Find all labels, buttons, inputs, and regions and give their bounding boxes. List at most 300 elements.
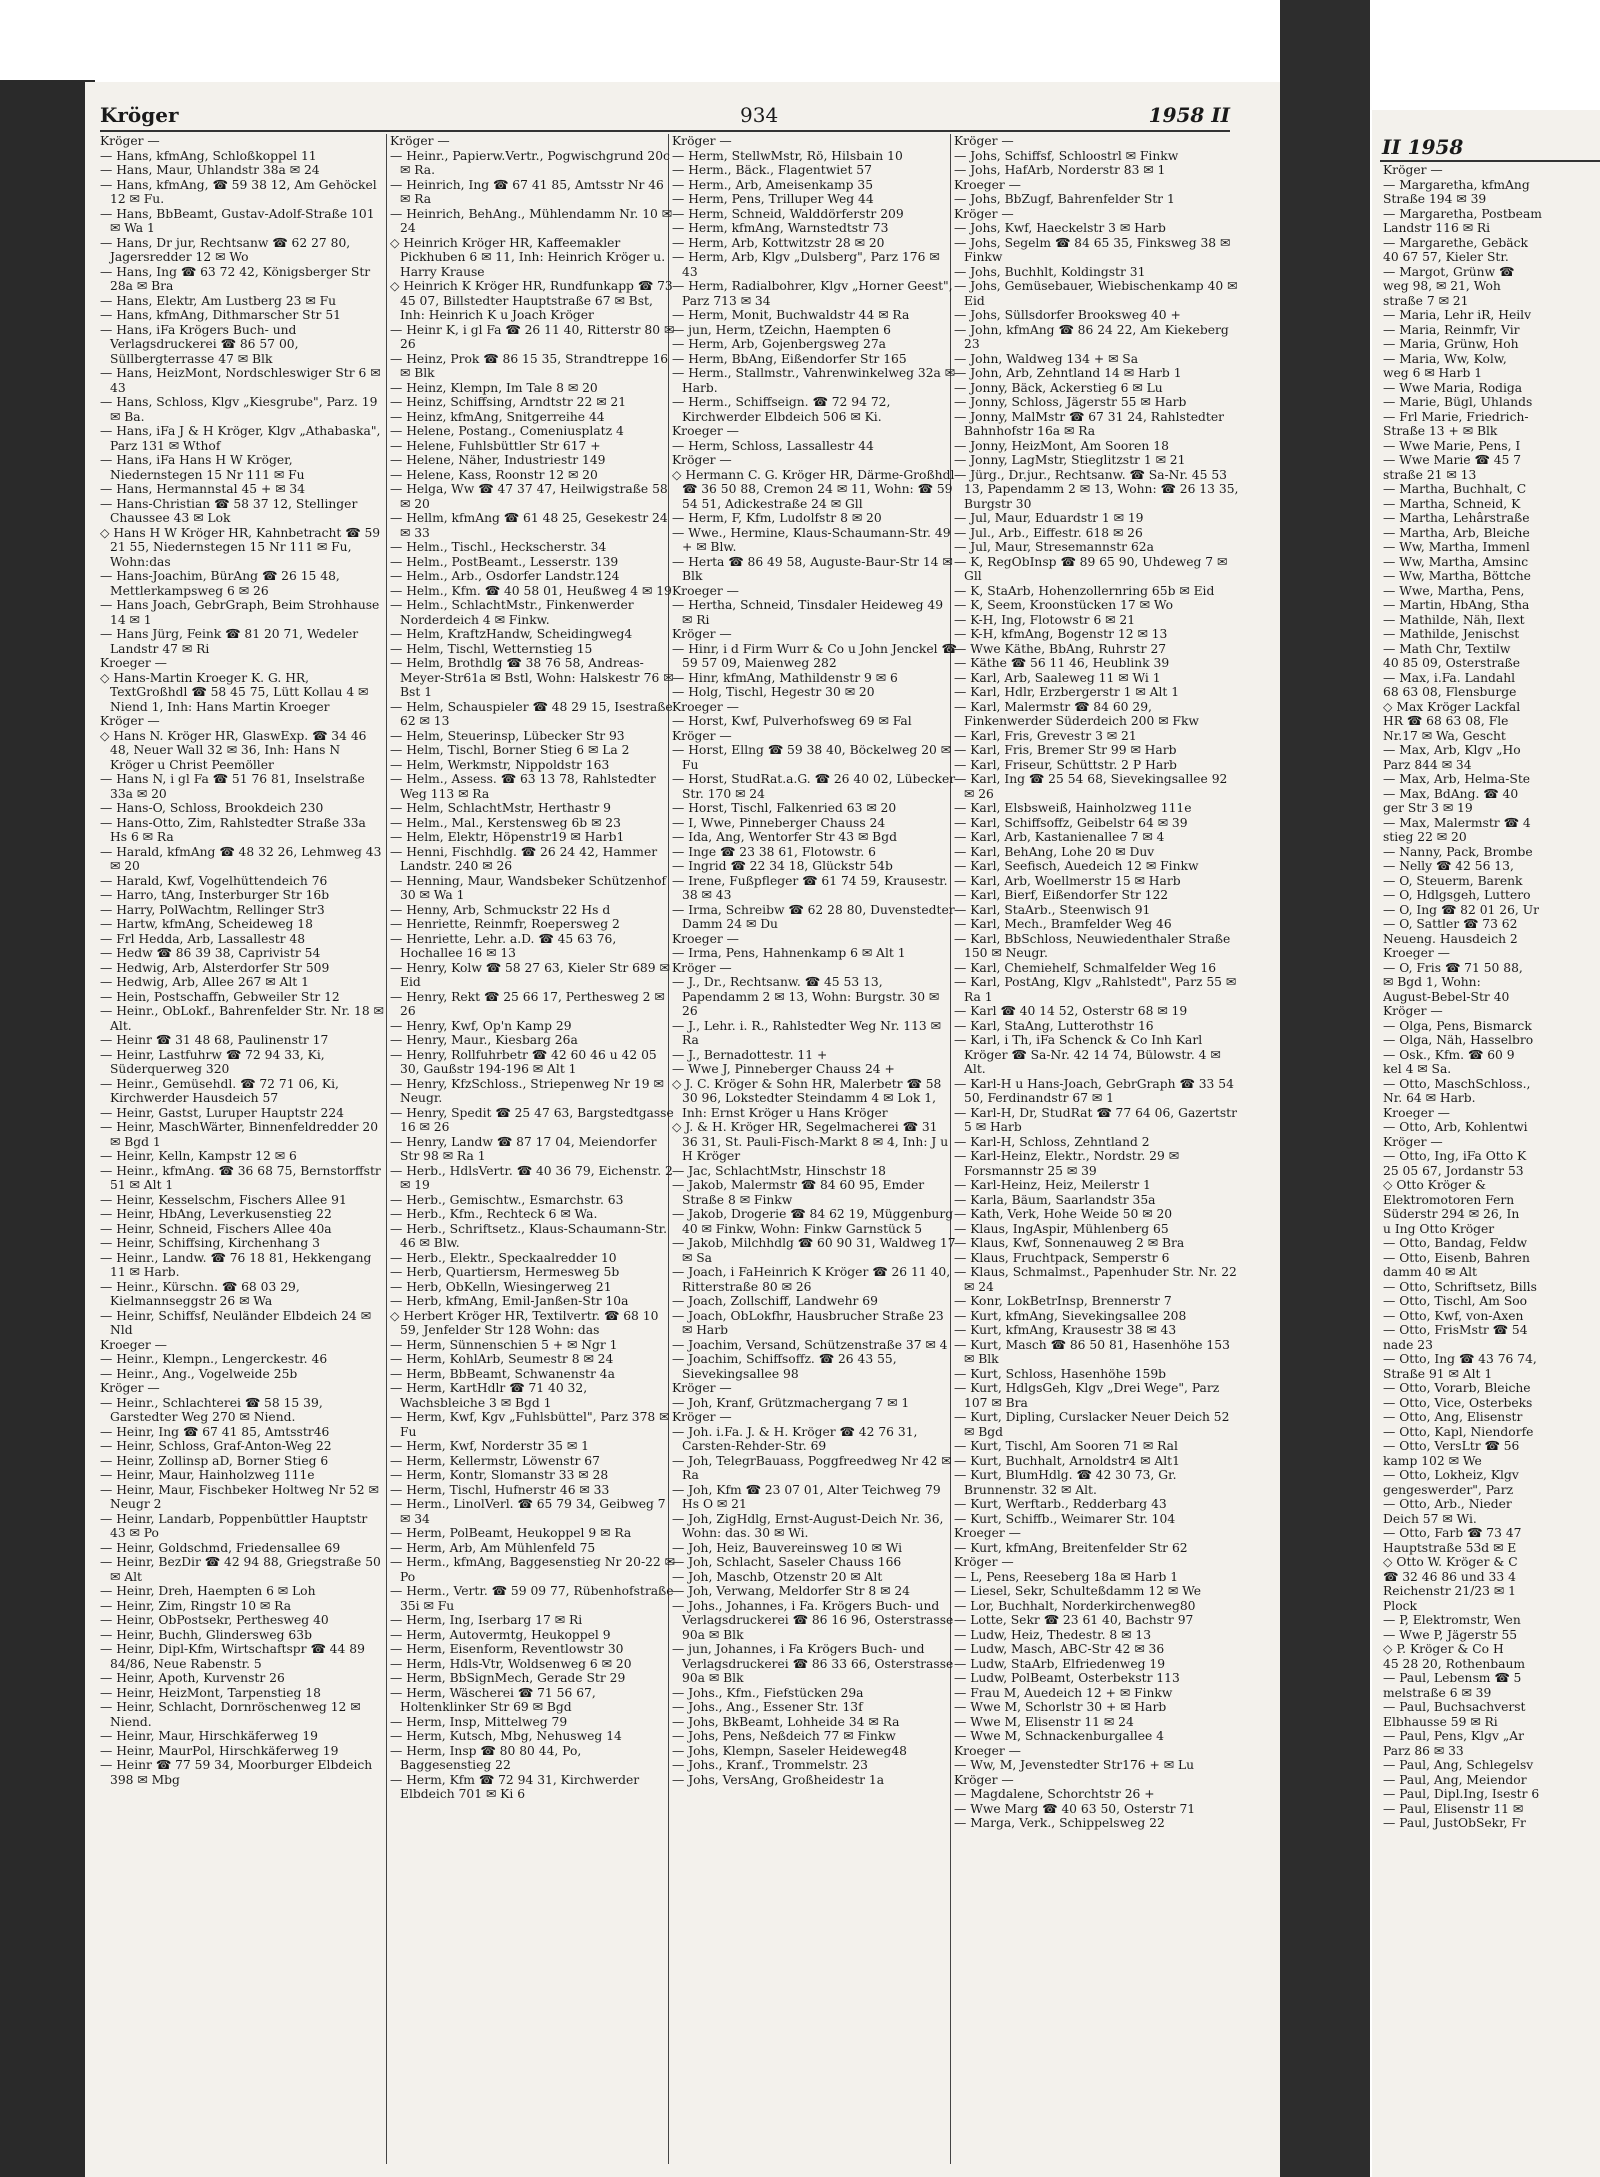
directory-entry: Süderstr 294 ✉ 26, In — [1383, 1207, 1520, 1221]
directory-entry: Kroeger — — [672, 699, 739, 714]
directory-entry: Kroeger — — [100, 1337, 167, 1352]
directory-entry: Kröger — — [954, 1772, 1014, 1787]
directory-entry: — Karl, BehAng, Lohe 20 ✉ Duv — [954, 844, 1155, 859]
directory-entry: — Otto, Ing, iFa Otto K — [1383, 1149, 1527, 1163]
directory-entry: — Karl, Arb, Kastanienallee 7 ✉ 4 — [954, 830, 1165, 844]
directory-entry: — Margaretha, kfmAng — [1383, 177, 1530, 192]
directory-entry: stieg 22 ✉ 20 — [1383, 830, 1467, 844]
directory-entry: — Hans, iFa Hans H W Kröger, Niedernstegen 15 Nr 111 ✉ Fu — [100, 453, 305, 482]
directory-entry: — Heinr, Schneid, Fischers Allee 40a — [100, 1221, 332, 1236]
page-header — [100, 103, 1230, 131]
directory-entry: 40 85 09, Osterstraße — [1383, 656, 1521, 670]
directory-entry: — Liesel, Sekr, Schulteßdamm 12 ✉ We — [954, 1584, 1202, 1598]
directory-entry: — Jakob, Milchhdlg ☎ 60 90 31, Waldweg 17 ✉ Sa — [672, 1236, 956, 1265]
column-1 — [100, 134, 385, 1787]
directory-entry: — Herm., Vertr. ☎ 59 09 77, Rübenhofstraße 35i ✉ Fu — [390, 1584, 674, 1613]
directory-entry: — Kurt, Dipling, Curslacker Neuer Deich 52 ✉ Bgd — [954, 1410, 1230, 1439]
directory-entry: — Helm, Tischl, Borner Stieg 6 ✉ La 2 — [390, 743, 630, 757]
directory-entry: — Wwe Käthe, BbAng, Ruhrstr 27 — [954, 641, 1167, 656]
directory-entry: — Hans Joach, GebrGraph, Beim Strohhause 14 ✉ 1 — [100, 598, 380, 627]
directory-entry: — Horst, Kwf, Pulverhofsweg 69 ✉ Fal — [672, 714, 912, 728]
directory-entry: Kröger — — [390, 134, 450, 148]
directory-entry: — Lotte, Sekr ☎ 23 61 40, Bachstr 97 — [954, 1613, 1194, 1627]
directory-entry: — Ingrid ☎ 22 34 18, Glückstr 54b — [672, 859, 893, 873]
directory-entry: — Karl ☎ 40 14 52, Osterstr 68 ✉ 19 — [954, 1004, 1188, 1018]
directory-entry: — Heinz, Prok ☎ 86 15 35, Strandtreppe 16 ✉ Blk — [390, 351, 669, 380]
directory-entry: ◇ Heinrich K Kröger HR, Rundfunkapp ☎ 73 45 07, Billstedter Hauptstraße 67 ✉ Bst, Inh: Heinrich K u Joach Kröger — [390, 279, 673, 322]
directory-entry: — Paul, Ang, Schlegelsv — [1383, 1758, 1534, 1772]
directory-entry: — Joh, Kfm ☎ 23 07 01, Alter Teichweg 79 Hs O ✉ 21 — [672, 1482, 941, 1511]
directory-entry: — Johs, Segelm ☎ 84 65 35, Finksweg 38 ✉ Finkw — [954, 235, 1231, 264]
directory-entry: — Hans N, i gl Fa ☎ 51 76 81, Inselstraße 33a ✉ 20 — [100, 772, 365, 801]
directory-entry: — Wwe Marie ☎ 45 7 — [1383, 453, 1522, 467]
directory-entry: — Herm, Arb, Kottwitzstr 28 ✉ 20 — [672, 235, 885, 250]
directory-entry: — Helene, Postang., Comeniusplatz 4 — [390, 424, 624, 438]
directory-entry: — Paul, JustObSekr, Fr — [1383, 1816, 1526, 1830]
directory-entry: — Karl, Bierf, Eißendorfer Str 122 — [954, 888, 1169, 902]
directory-entry: Kröger — — [672, 627, 732, 641]
directory-entry: — K-H, kfmAng, Bogenstr 12 ✉ 13 — [954, 627, 1168, 641]
directory-entry: — Joachim, Schiffsoffz. ☎ 26 43 55, Sievekingsallee 98 — [672, 1352, 897, 1381]
directory-entry: — Max, i.Fa. Landahl — [1383, 670, 1516, 685]
column-4 — [954, 134, 1239, 1831]
directory-entry: — Hans, Ing ☎ 63 72 42, Königsberger Str 28a ✉ Bra — [100, 264, 371, 293]
directory-entry: — Martha, Arb, Bleiche — [1383, 525, 1530, 540]
directory-entry: Kröger — — [100, 134, 160, 148]
directory-entry: Nr.17 ✉ Wa, Gescht — [1383, 728, 1506, 743]
directory-entry: — K, RegObInsp ☎ 89 65 90, Uhdeweg 7 ✉ Gll — [954, 554, 1228, 583]
directory-entry: — Heinr, Dreh, Haempten 6 ✉ Loh — [100, 1584, 316, 1598]
directory-entry: — Klaus, IngAspir, Mühlenberg 65 — [954, 1221, 1169, 1236]
directory-entry: — J., Lehr. i. R., Rahlstedter Weg Nr. 113 ✉ Ra — [672, 1018, 941, 1047]
directory-entry: — Hedwig, Arb, Allee 267 ✉ Alt 1 — [100, 975, 309, 989]
directory-entry: — Henry, Kwf, Op'n Kamp 29 — [390, 1018, 572, 1033]
directory-entry: Straße 194 ✉ 39 — [1383, 192, 1487, 206]
directory-entry: — Marie, Bügl, Uhlands — [1383, 395, 1533, 409]
directory-entry: — Herm, Sünnenschien 5 + ✉ Ngr 1 — [390, 1337, 618, 1352]
directory-entry: — John, kfmAng ☎ 86 24 22, Am Kiekeberg 23 — [954, 322, 1229, 351]
scan-background-left — [0, 80, 95, 2177]
directory-entry: — Heinr ☎ 31 48 68, Paulinenstr 17 — [100, 1033, 329, 1047]
directory-entry: ☎ 32 46 86 und 33 4 — [1383, 1569, 1516, 1584]
directory-entry: — Kurt, BlumHdlg. ☎ 42 30 73, Gr. Brunnenstr. 32 ✉ Alt. — [954, 1468, 1177, 1497]
directory-entry: — Paul, Lebensm ☎ 5 — [1383, 1671, 1522, 1685]
directory-entry: — Joh, Heiz, Bauvereinsweg 10 ✉ Wi — [672, 1540, 903, 1555]
directory-entry: — Herm, Kfm ☎ 72 94 31, Kirchwerder Elbdeich 701 ✉ Ki 6 — [390, 1772, 640, 1801]
directory-entry: — Herm, Hdls-Vtr, Woldsenweg 6 ✉ 20 — [390, 1656, 632, 1671]
directory-entry: — Kurt, Werftarb., Redderbarg 43 — [954, 1497, 1167, 1511]
book-gutter — [1280, 0, 1370, 2177]
directory-entry: — Heinr K, i gl Fa ☎ 26 11 40, Ritterstr 80 ✉ 26 — [390, 322, 675, 351]
directory-entry: — Heinr, Dipl-Kfm, Wirtschaftspr ☎ 44 89 84/86, Neue Rabenstr. 5 — [100, 1642, 365, 1671]
directory-entry: — Hinr, kfmAng, Mathildenstr 9 ✉ 6 — [672, 670, 898, 685]
directory-entry: — Heinr, BezDir ☎ 42 94 88, Griegstraße 50 ✉ Alt — [100, 1555, 381, 1584]
directory-entry: — Helm, KraftzHandw, Scheidingweg4 — [390, 627, 633, 641]
directory-entry: — Heinr, Apoth, Kurvenstr 26 — [100, 1671, 285, 1685]
directory-entry: — Klaus, Fruchtpack, Semperstr 6 — [954, 1250, 1170, 1265]
directory-entry: — Heinr, Landarb, Poppenbüttler Hauptstr 43 ✉ Po — [100, 1511, 368, 1540]
directory-entry: — Herm, PolBeamt, Heukoppel 9 ✉ Ra — [390, 1526, 632, 1540]
directory-entry: — Helm., Kfm. ☎ 40 58 01, Heußweg 4 ✉ 19 — [390, 583, 672, 598]
directory-entry: — Wwe Maria, Rodiga — [1383, 380, 1523, 395]
directory-entry: — Herm, BbSignMech, Gerade Str 29 — [390, 1671, 626, 1685]
directory-entry: — Heinr ☎ 77 59 34, Moorburger Elbdeich 398 ✉ Mbg — [100, 1758, 373, 1787]
directory-entry: Plock — [1383, 1598, 1417, 1613]
directory-entry: — Wwe M, Elisenstr 11 ✉ 24 — [954, 1714, 1134, 1729]
directory-entry: — Herm, Arb, Klgv „Dulsberg", Parz 176 ✉ 43 — [672, 250, 940, 279]
directory-entry: — Herb., HdlsVertr. ☎ 40 36 79, Eichenstr. 2 ✉ 19 — [390, 1163, 673, 1192]
directory-entry: — Karl, Schiffsoffz, Geibelstr 64 ✉ 39 — [954, 815, 1188, 830]
header-rule — [100, 130, 1230, 132]
directory-entry: — Karl-H, Dr, StudRat ☎ 77 64 06, Gazertstr 5 ✉ Harb — [954, 1105, 1237, 1134]
directory-entry: — Karl, StaArb., Steenwisch 91 — [954, 902, 1151, 917]
directory-entry: — Hartw, kfmAng, Scheideweg 18 — [100, 917, 313, 931]
directory-entry: — Wwe P, Jägerstr 55 — [1383, 1627, 1518, 1642]
directory-entry: — Karl-Heinz, Elektr., Nordstr. 29 ✉ Forsmannstr 25 ✉ 39 — [954, 1149, 1180, 1178]
directory-entry: — Hans, HeizMont, Nordschleswiger Str 6 ✉ 43 — [100, 366, 381, 395]
directory-entry: — Ida, Ang, Wentorfer Str 43 ✉ Bgd — [672, 830, 897, 844]
directory-entry: nade 23 — [1383, 1337, 1433, 1352]
directory-entry: — Heinr, Maur, Hirschkäferweg 19 — [100, 1729, 318, 1743]
directory-entry: — Margaretha, Postbeam — [1383, 206, 1542, 221]
directory-entry: — Heinr., Landw. ☎ 76 18 81, Hekkengang 11 ✉ Harb. — [100, 1250, 372, 1279]
directory-entry: Kröger — — [1383, 163, 1443, 177]
directory-entry: Kröger — — [672, 1410, 732, 1424]
directory-entry: — Henry, Rollfuhrbetr ☎ 42 60 46 u 42 05 30, Gaußstr 194-196 ✉ Alt 1 — [390, 1047, 657, 1076]
directory-entry: — Otto, Kapl, Niendorfe — [1383, 1424, 1534, 1439]
directory-entry: — Herm, Kwf, Norderstr 35 ✉ 1 — [390, 1439, 589, 1453]
directory-entry: — John, Waldweg 134 + ✉ Sa — [954, 351, 1139, 366]
directory-entry: — Otto, Eisenb, Bahren — [1383, 1250, 1530, 1265]
directory-entry: — Hans-Christian ☎ 58 37 12, Stellinger Chaussee 43 ✉ Lok — [100, 496, 358, 525]
directory-entry: — Henry, Rekt ☎ 25 66 17, Perthesweg 2 ✉ 26 — [390, 989, 665, 1018]
directory-entry: — Karl, BbSchloss, Neuwiedenthaler Straße 150 ✉ Neugr. — [954, 931, 1231, 960]
directory-entry: ◇ Max Kröger Lackfal — [1383, 699, 1521, 714]
directory-entry: — Maria, Lehr iR, Heilv — [1383, 308, 1532, 322]
directory-entry: — Helm., Mal., Kerstensweg 6b ✉ 23 — [390, 815, 621, 830]
directory-entry: — Max, Arb, Helma-Ste — [1383, 772, 1531, 786]
directory-entry: — Otto, Arb, Kohlentwi — [1383, 1120, 1528, 1134]
directory-entry: — Hans, Maur, Uhlandstr 38a ✉ 24 — [100, 163, 320, 177]
directory-entry: — Karl-Heinz, Heiz, Meilerstr 1 — [954, 1178, 1151, 1192]
directory-entry: — Johs, Pens, Neßdeich 77 ✉ Finkw — [672, 1729, 896, 1743]
directory-entry: — Kurt, kfmAng, Sievekingsallee 208 — [954, 1308, 1187, 1323]
directory-entry: ◇ Hans H W Kröger HR, Kahnbetracht ☎ 59 21 55, Niedernstegen 15 Nr 111 ✉ Fu, Wohn:das — [100, 525, 381, 569]
directory-entry: — Jul, Maur, Eduardstr 1 ✉ 19 — [954, 511, 1144, 525]
directory-entry: — Joach, ObLokfhr, Hausbrucher Straße 23 ✉ Harb — [672, 1308, 944, 1337]
directory-entry: — Karl, Fris, Bremer Str 99 ✉ Harb — [954, 743, 1177, 757]
directory-entry: — Heinr., ObLokf., Bahrenfelder Str. Nr. 18 ✉ Alt. — [100, 1004, 384, 1033]
directory-entry: — Heinr, Kelln, Kampstr 12 ✉ 6 — [100, 1149, 297, 1163]
directory-entry: — Irma, Pens, Hahnenkamp 6 ✉ Alt 1 — [672, 946, 906, 960]
page-number: 934 — [740, 103, 779, 127]
directory-entry: — Klaus, Schmalmst., Papenhuder Str. Nr. 22 ✉ 24 — [954, 1265, 1237, 1294]
directory-entry: — Herta ☎ 86 49 58, Auguste-Baur-Str 14 ✉ Blk — [672, 554, 953, 583]
directory-entry: — Paul, Dipl.Ing, Isestr 6 — [1383, 1787, 1540, 1801]
directory-entry: — P, Elektromstr, Wen — [1383, 1613, 1521, 1627]
directory-entry: — Herb., Schriftsetz., Klaus-Schaumann-Str. 46 ✉ Blw. — [390, 1221, 668, 1250]
directory-entry: — Hellm, kfmAng ☎ 61 48 25, Gesekestr 24 ✉ 33 — [390, 511, 668, 540]
directory-entry: — Jonny, LagMstr, Stieglitzstr 1 ✉ 21 — [954, 453, 1186, 467]
directory-entry: — Ww, Martha, Immenl — [1383, 540, 1530, 554]
directory-entry: — Herm, Kutsch, Mbg, Nehusweg 14 — [390, 1729, 622, 1743]
directory-entry: Neueng. Hausdeich 2 — [1383, 931, 1518, 946]
directory-entry: — Henning, Maur, Wandsbeker Schützenhof 30 ✉ Wa 1 — [390, 873, 667, 902]
directory-entry: — Otto, Kwf, von-Axen — [1383, 1308, 1524, 1323]
directory-entry: — Herm, Ing, Iserbarg 17 ✉ Ri — [390, 1613, 583, 1627]
directory-entry: — J., Bernadottestr. 11 + — [672, 1047, 828, 1062]
directory-entry: — Heinr, Kesselschm, Fischers Allee 91 — [100, 1192, 347, 1207]
directory-entry: ◇ Hermann C. G. Kröger HR, Därme-Großhdl ☎ 36 50 88, Cremon 24 ✉ 11, Wohn: ☎ 59 54 51, Adickestraße 24 ✉ Gll — [672, 467, 955, 511]
directory-entry: — Helene, Fuhlsbüttler Str 617 + — [390, 438, 601, 453]
directory-entry: — Heinr, Schiffsing, Kirchenhang 3 — [100, 1236, 320, 1250]
directory-entry: — Karl, PostAng, Klgv „Rahlstedt", Parz 55 ✉ Ra 1 — [954, 975, 1237, 1004]
directory-entry: — Otto, Vice, Osterbeks — [1383, 1395, 1533, 1410]
directory-entry: — John, Arb, Zehntland 14 ✉ Harb 1 — [954, 366, 1182, 380]
directory-entry: — Joh, Maschb, Otzenstr 20 ✉ Alt — [672, 1569, 883, 1584]
directory-entry: — Margot, Grünw ☎ — [1383, 264, 1515, 279]
directory-entry: — Herm., kfmAng, Baggesenstieg Nr 20-22 ✉ Po — [390, 1555, 675, 1584]
directory-entry: — Magdalene, Schorchtstr 26 + — [954, 1787, 1155, 1801]
directory-entry: — Johs, Gemüsebauer, Wiebischenkamp 40 ✉ Eid — [954, 279, 1238, 308]
directory-entry: — Heinr, MaurPol, Hirschkäferweg 19 — [100, 1743, 339, 1758]
directory-entry: — Hans, Elektr, Am Lustberg 23 ✉ Fu — [100, 293, 337, 308]
directory-entry: — Herm, F, Kfm, Ludolfstr 8 ✉ 20 — [672, 511, 882, 525]
directory-entry: Parz 86 ✉ 33 — [1383, 1743, 1464, 1758]
directory-entry: — Herm, Monit, Buchwaldstr 44 ✉ Ra — [672, 308, 910, 322]
directory-entry: — Helm, Brothdlg ☎ 38 76 58, Andreas-Meyer-Str61a ✉ Bstl, Wohn: Halskestr 76 ✉ Bst 1 — [390, 656, 674, 699]
directory-entry: ✉ Bgd 1, Wohn: — [1383, 975, 1481, 989]
directory-entry: Straße 91 ✉ Alt 1 — [1383, 1366, 1493, 1381]
directory-entry: — Margarethe, Gebäck — [1383, 235, 1528, 250]
directory-entry: — Karl, Malermstr ☎ 84 60 29, Finkenwerder Süderdeich 200 ✉ Fkw — [954, 699, 1199, 728]
directory-entry: — Joachim, Versand, Schützenstraße 37 ✉ 4 — [672, 1337, 948, 1352]
directory-entry: — Irene, Fußpfleger ☎ 61 74 59, Krausestr. 38 ✉ 43 — [672, 873, 948, 902]
directory-entry: — Helm., PostBeamt., Lesserstr. 139 — [390, 554, 619, 569]
directory-entry: — Herb, kfmAng, Emil-Janßen-Str 10a — [390, 1294, 629, 1308]
directory-entry: — Jul, Maur, Stresemannstr 62a — [954, 540, 1154, 554]
directory-entry: — Hedwig, Arb, Alsterdorfer Str 509 — [100, 960, 330, 975]
directory-entry: 68 63 08, Flensburge — [1383, 685, 1517, 699]
directory-entry: ◇ Hans N. Kröger HR, GlaswExp. ☎ 34 46 48, Neuer Wall 32 ✉ 36, Inh: Hans N Kröger u Christ Peemöller — [100, 728, 367, 772]
directory-entry: u Ing Otto Kröger — [1383, 1221, 1495, 1236]
directory-entry: — Johs, BbZugf, Bahrenfelder Str 1 — [954, 192, 1175, 206]
directory-entry: 25 05 67, Jordanstr 53 — [1383, 1163, 1524, 1178]
directory-entry: — Otto, Bandag, Feldw — [1383, 1236, 1528, 1250]
directory-entry: — Johs, HafArb, Norderstr 83 ✉ 1 — [954, 163, 1166, 177]
directory-entry: — Ludw, PolBeamt, Osterbekstr 113 — [954, 1671, 1180, 1685]
directory-entry: — Heinr, HeizMont, Tarpenstieg 18 — [100, 1685, 321, 1700]
directory-entry: — Joh, Schlacht, Saseler Chauss 166 — [672, 1555, 902, 1569]
right-header-rule — [1380, 160, 1600, 162]
directory-entry: — Martin, HbAng, Stha — [1383, 598, 1530, 612]
directory-entry: — Hans, kfmAng, Dithmarscher Str 51 — [100, 308, 341, 322]
directory-entry: Kroeger — — [672, 583, 739, 598]
directory-entry: — Hans, Schloss, Klgv „Kiesgrube", Parz. 19 ✉ Ba. — [100, 395, 378, 424]
directory-entry: — Frl Hedda, Arb, Lassallestr 48 — [100, 931, 306, 946]
directory-entry: — Henry, Spedit ☎ 25 47 63, Bargstedtgasse 16 ✉ 26 — [390, 1105, 674, 1134]
directory-entry: — Wwe M, Schorlstr 30 + ✉ Harb — [954, 1700, 1167, 1714]
directory-entry: — Paul, Buchsachverst — [1383, 1700, 1526, 1714]
directory-entry: — Jakob, Drogerie ☎ 84 62 19, Müggenburg 40 ✉ Finkw, Wohn: Finkw Garnstück 5 — [672, 1207, 954, 1236]
directory-entry: — Herm, Autovermtg, Heukoppel 9 — [390, 1627, 611, 1642]
directory-entry: — Heinr, Lastfuhrw ☎ 72 94 33, Ki, Süderquerweg 320 — [100, 1047, 325, 1076]
directory-entry: — O, Sattler ☎ 73 62 — [1383, 917, 1518, 931]
directory-entry: — Heinr., Ang., Vogelweide 25b — [100, 1366, 298, 1381]
directory-entry: — Olga, Pens, Bismarck — [1383, 1018, 1532, 1033]
directory-entry: — Karl-H, Schloss, Zehntland 2 — [954, 1134, 1150, 1149]
directory-entry: — Harry, PolWachtm, Rellinger Str3 — [100, 902, 325, 917]
directory-entry: — Hans-Joachim, BürAng ☎ 26 15 48, Mettlerkampsweg 6 ✉ 26 — [100, 569, 340, 598]
directory-entry: ◇ Otto Kröger & — [1383, 1178, 1486, 1192]
directory-entry: — Hans, kfmAng, Schloßkoppel 11 — [100, 148, 317, 163]
directory-entry: — Karl, Friseur, Schüttstr. 2 P Harb — [954, 757, 1177, 772]
directory-entry: — Marga, Verk., Schippelsweg 22 — [954, 1816, 1165, 1830]
directory-entry: — Herm, KartHdlr ☎ 71 40 32, Wachsbleiche 3 ✉ Bgd 1 — [390, 1381, 588, 1410]
directory-entry: — Helm., Assess. ☎ 63 13 78, Rahlstedter Weg 113 ✉ Ra — [390, 772, 656, 801]
directory-entry: — Inge ☎ 23 38 61, Flotowstr. 6 — [672, 844, 877, 859]
directory-entry: Deich 57 ✉ Wi. — [1383, 1511, 1477, 1526]
directory-entry: — Otto, VersLtr ☎ 56 — [1383, 1439, 1520, 1453]
directory-entry: — Otto, Farb ☎ 73 47 — [1383, 1526, 1522, 1540]
directory-entry: — Henny, Arb, Schmuckstr 22 Hs d — [390, 902, 611, 917]
directory-entry: — Heinr., kfmAng. ☎ 36 68 75, Bernstorffstr 51 ✉ Alt 1 — [100, 1163, 381, 1192]
directory-entry: — Herb., Gemischtw., Esmarchstr. 63 — [390, 1192, 624, 1207]
directory-entry: — Wwe Marg ☎ 40 63 50, Osterstr 71 — [954, 1801, 1196, 1816]
directory-entry: — Holg, Tischl, Hegestr 30 ✉ 20 — [672, 685, 875, 699]
directory-entry: — Karl, Chemiehelf, Schmalfelder Weg 16 — [954, 960, 1217, 975]
directory-entry: Kröger — — [100, 1381, 160, 1395]
directory-entry: — Max, Arb, Klgv „Ho — [1383, 743, 1521, 757]
directory-entry: damm 40 ✉ Alt — [1383, 1265, 1477, 1279]
directory-entry: — Martha, Buchhalt, C — [1383, 482, 1527, 496]
column-3 — [672, 134, 957, 1787]
directory-entry: — Henry, KfzSchloss., Striepenweg Nr 19 ✉ Neugr. — [390, 1076, 664, 1105]
right-page-header: II 1958 — [1382, 135, 1464, 159]
directory-entry: — Jul., Arb., Eiffestr. 618 ✉ 26 — [954, 525, 1143, 540]
directory-entry: Kroeger — — [672, 931, 739, 946]
directory-entry: — Henry, Landw ☎ 87 17 04, Meiendorfer Str 98 ✉ Ra 1 — [390, 1134, 657, 1163]
directory-entry: — Wwe M, Schnackenburgallee 4 — [954, 1729, 1165, 1743]
directory-entry: — Harro, tAng, Insterburger Str 16b — [100, 888, 330, 902]
directory-entry: Kröger — — [672, 134, 732, 148]
directory-entry: — Helm, Elektr, Höpenstr19 ✉ Harb1 — [390, 830, 625, 844]
directory-entry: Elektromotoren Fern — [1383, 1192, 1515, 1207]
directory-entry: — Heinr, Schlacht, Dornröschenweg 12 ✉ Niend. — [100, 1700, 361, 1729]
directory-entry: Kröger — — [954, 206, 1014, 221]
directory-entry: — Karl, StaAng, Lutterothstr 16 — [954, 1018, 1154, 1033]
directory-entry: gengeswerder", Parz — [1383, 1482, 1514, 1497]
directory-entry: — Kurt, Schloss, Hasenhöhe 159b — [954, 1366, 1167, 1381]
directory-entry: — Johs, Buchhlt, Koldingstr 31 — [954, 264, 1146, 279]
directory-entry: — Heinr, ObPostsekr, Perthesweg 40 — [100, 1613, 329, 1627]
directory-entry: — Karla, Bäum, Saarlandstr 35a — [954, 1192, 1156, 1207]
directory-entry: — J., Dr., Rechtsanw. ☎ 45 53 13, Papendamm 2 ✉ 13, Wohn: Burgstr. 30 ✉ 26 — [672, 975, 940, 1018]
directory-entry: — L, Pens, Reeseberg 18a ✉ Harb 1 — [954, 1569, 1179, 1584]
column-divider — [386, 134, 387, 2164]
directory-entry: — Herm., Schiffseign. ☎ 72 94 72, Kirchwerder Elbdeich 506 ✉ Ki. — [672, 395, 891, 424]
directory-entry: — Olga, Näh, Hasselbro — [1383, 1033, 1534, 1047]
directory-entry: — Ludw, Heiz, Thedestr. 8 ✉ 13 — [954, 1627, 1152, 1642]
directory-entry: — Joh, TelegrBauass, Poggfreedweg Nr 42 ✉ Ra — [672, 1453, 952, 1482]
directory-entry: — Heinz, Schiffsing, Arndtstr 22 ✉ 21 — [390, 395, 627, 409]
directory-entry: — Johs, VersAng, Großheidestr 1a — [672, 1772, 885, 1787]
directory-entry: — Herm, Eisenform, Reventlowstr 30 — [390, 1642, 624, 1656]
directory-entry: — Johs, Kwf, Haeckelstr 3 ✉ Harb — [954, 221, 1166, 235]
directory-entry: Kröger — — [672, 960, 732, 975]
directory-entry: — Harald, Kwf, Vogelhüttendeich 76 — [100, 873, 328, 888]
directory-entry: — Helm., Tischl., Heckscherstr. 34 — [390, 540, 607, 554]
directory-entry: — Nelly ☎ 42 56 13, — [1383, 859, 1514, 873]
directory-entry: — jun, Herm, tZeichn, Haempten 6 — [672, 322, 892, 337]
directory-entry: — Heinz, kfmAng, Snitgerreihe 44 — [390, 409, 605, 424]
directory-entry: — Otto, Arb., Nieder — [1383, 1497, 1512, 1511]
directory-entry: — Herm, Radialbohrer, Klgv „Horner Geest", Parz 713 ✉ 34 — [672, 279, 953, 308]
directory-entry: — Horst, Tischl, Falkenried 63 ✉ 20 — [672, 801, 897, 815]
directory-entry: — Hans, Hermannstal 45 + ✉ 34 — [100, 482, 306, 496]
directory-entry: — Martha, Schneid, K — [1383, 496, 1521, 511]
directory-entry: Kröger — — [672, 1381, 732, 1395]
directory-entry: — Karl, Seefisch, Auedeich 12 ✉ Finkw — [954, 859, 1199, 873]
column-2 — [390, 134, 675, 1802]
directory-entry: — I, Wwe, Pinneberger Chauss 24 — [672, 815, 886, 830]
directory-entry: — Johs, BkBeamt, Lohheide 34 ✉ Ra — [672, 1714, 900, 1729]
directory-entry: melstraße 6 ✉ 39 — [1383, 1685, 1492, 1700]
directory-entry: — Helm, Schauspieler ☎ 48 29 15, Isestraße 62 ✉ 13 — [390, 699, 673, 728]
directory-entry: — Frl Marie, Friedrich- — [1383, 409, 1529, 424]
directory-entry: — Maria, Ww, Kolw, — [1383, 351, 1507, 366]
directory-entry: — Otto, Ang, Elisenstr — [1383, 1410, 1523, 1424]
directory-entry: — Wwe J, Pinneberger Chauss 24 + — [672, 1062, 895, 1076]
directory-entry: ◇ P. Kröger & Co H — [1383, 1642, 1504, 1656]
directory-entry: — Kurt, Tischl, Am Sooren 71 ✉ Ral — [954, 1439, 1178, 1453]
directory-entry: Nr. 64 ✉ Harb. — [1383, 1091, 1476, 1105]
directory-entry: — Kath, Verk, Hohe Weide 50 ✉ 20 — [954, 1207, 1173, 1221]
directory-entry: — Henriette, Reinmfr, Roepersweg 2 — [390, 917, 620, 931]
directory-entry: ◇ Herbert Kröger HR, Textilvertr. ☎ 68 10 59, Jenfelder Str 128 Wohn: das — [390, 1308, 659, 1337]
directory-entry: — Lor, Buchhalt, Norderkirchenweg80 — [954, 1598, 1196, 1613]
directory-entry: — Max, Malermstr ☎ 4 — [1383, 815, 1531, 830]
directory-entry: — Ww, M, Jevenstedter Str176 + ✉ Lu — [954, 1758, 1195, 1772]
directory-entry: — Heinr., Klempn., Lengerckestr. 46 — [100, 1352, 328, 1366]
directory-entry: — Jonny, HeizMont, Am Sooren 18 — [954, 438, 1169, 453]
directory-entry: — Kurt, Masch ☎ 86 50 81, Hasenhöhe 153 ✉ Blk — [954, 1337, 1230, 1366]
directory-entry: — Karl, Hdlr, Erzbergerstr 1 ✉ Alt 1 — [954, 685, 1180, 699]
directory-entry: — Karl, Mech., Bramfelder Weg 46 — [954, 917, 1172, 931]
header-name: Kröger — [100, 103, 179, 127]
directory-entry: 40 67 57, Kieler Str. — [1383, 250, 1509, 264]
directory-entry: — Johs, Klempn, Saseler Heideweg48 — [672, 1743, 907, 1758]
directory-entry: — Jonny, Bäck, Ackerstieg 6 ✉ Lu — [954, 380, 1163, 395]
directory-entry: — Heinrich, BehAng., Mühlendamm Nr. 10 ✉ 24 — [390, 206, 673, 235]
directory-entry: — Wwe, Martha, Pens, — [1383, 583, 1525, 598]
directory-entry: Kroeger — — [672, 424, 739, 438]
directory-entry: — Karl-H u Hans-Joach, GebrGraph ☎ 33 54 50, Ferdinandstr 67 ✉ 1 — [954, 1076, 1234, 1105]
directory-entry: — Math Chr, Textilw — [1383, 641, 1511, 656]
directory-entry: — Herb, Quartiersm, Hermesweg 5b — [390, 1265, 620, 1279]
directory-entry: — Herm, Kontr, Slomanstr 33 ✉ 28 — [390, 1468, 609, 1482]
directory-entry: — Heinr., Schlachterei ☎ 58 15 39, Garstedter Weg 270 ✉ Niend. — [100, 1395, 323, 1424]
directory-entry: weg 6 ✉ Harb 1 — [1383, 366, 1483, 380]
directory-entry: — Johs., Johannes, i Fa. Krögers Buch- und Verlagsdruckerei ☎ 86 16 96, Osterstrasse 90a ✉ Blk — [672, 1598, 954, 1642]
directory-entry: — Herm, Pens, Trilluper Weg 44 — [672, 192, 874, 206]
directory-entry: — Horst, StudRat.a.G. ☎ 26 40 02, Lübecker Str. 170 ✉ 24 — [672, 772, 956, 801]
directory-entry: — Helm, Steuerinsp, Lübecker Str 93 — [390, 728, 625, 743]
directory-entry: HR ☎ 68 63 08, Fle — [1383, 714, 1509, 728]
directory-entry: — Hans, kfmAng, ☎ 59 38 12, Am Gehöckel 12 ✉ Fu. — [100, 177, 377, 206]
directory-entry: — Hertha, Schneid, Tinsdaler Heideweg 49 ✉ Ri — [672, 598, 944, 627]
directory-entry: Kroeger — — [954, 1743, 1021, 1758]
